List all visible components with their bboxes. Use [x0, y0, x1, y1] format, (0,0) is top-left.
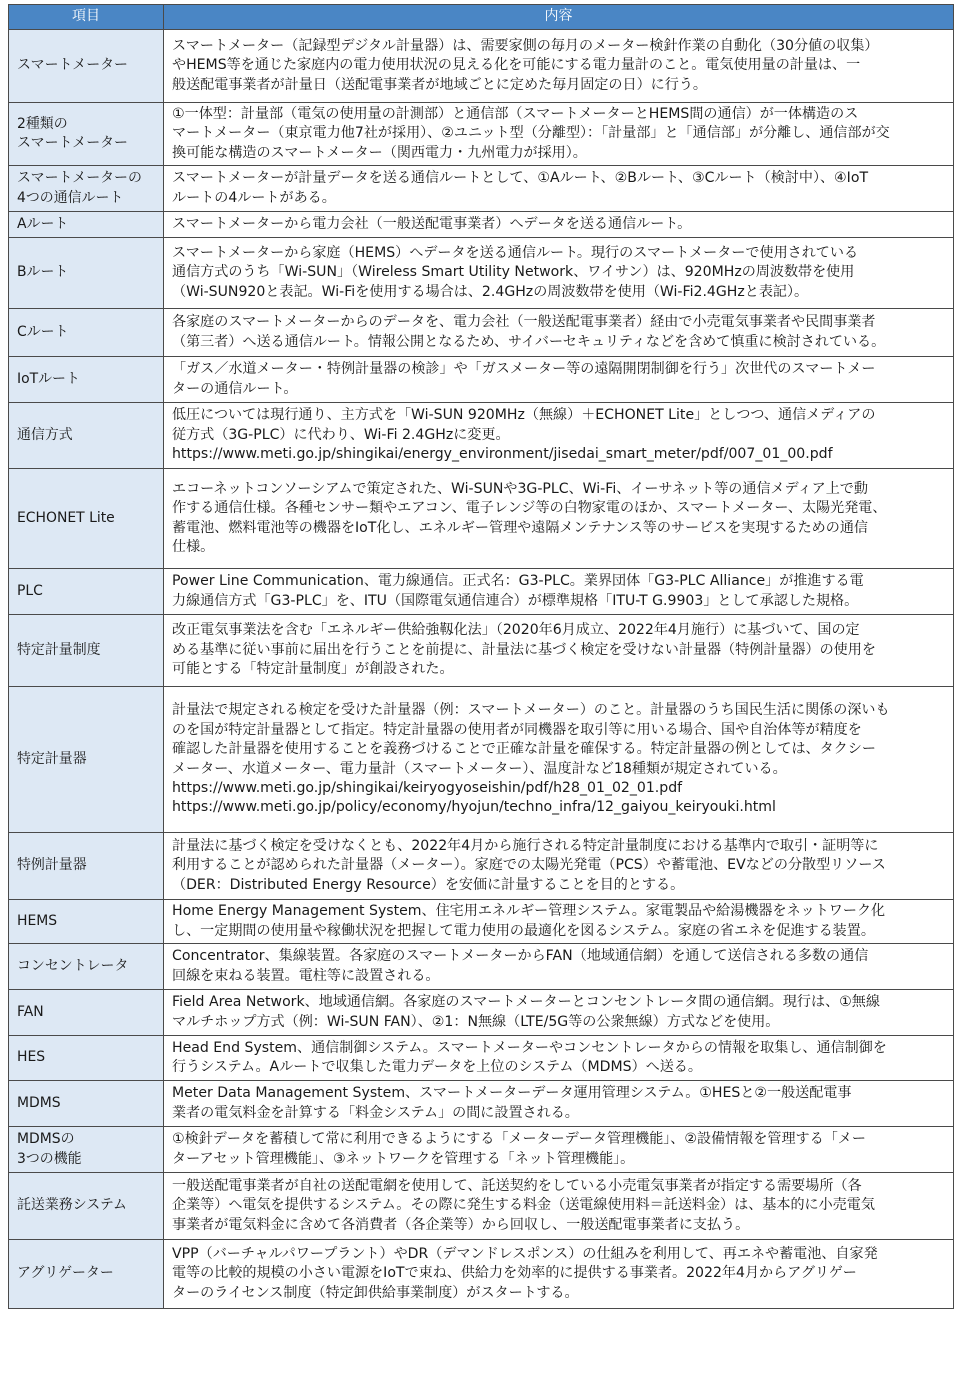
description-line: 行うシステム。Aルートで収集した電力データを上位のシステム（MDMS）へ送る。 — [172, 1059, 702, 1075]
term-cell — [9, 166, 164, 212]
table-row — [9, 469, 954, 569]
description-cell — [164, 1127, 954, 1173]
description-line: Power Line Communication、電力線通信。正式名：G3-PLC。業界団体「G3-PLC Alliance」が推進する電 — [172, 573, 864, 590]
description-cell — [164, 569, 954, 615]
term-cell — [9, 1240, 164, 1309]
table-row — [9, 1036, 954, 1081]
term-line: Bルート — [17, 264, 69, 281]
description-line: 回線を束ねる装置。電柱等に設置される。 — [172, 967, 440, 984]
description-line: 蓄電池、燃料電池等の機器をIoT化し、エネルギー管理や遠隔メンテナンス等のサービスを実現するための通信 — [172, 519, 868, 536]
description-line: Home Energy Management System、住宅用エネルギー管理システム。家電製品や給湯機器をネットワーク化 — [172, 903, 886, 920]
term-cell — [9, 1081, 164, 1127]
reference-url: https://www.meti.go.jp/shingikai/energy_environment/jisedai_smart_meter/pdf/007_01_00.pdf — [172, 446, 833, 463]
term-cell — [9, 357, 164, 403]
header-row — [9, 5, 954, 30]
table-row — [9, 900, 954, 944]
table-row — [9, 403, 954, 469]
description-cell — [164, 103, 954, 166]
reference-url: https://www.meti.go.jp/policy/economy/hyojun/techno_infra/12_gaiyou_keiryouki.html — [172, 799, 776, 816]
term-line: 2種類の — [17, 115, 68, 132]
description-line: Field Area Network、地域通信網。各家庭のスマートメーターとコンセントレータ間の通信網。現行は、①無線 — [172, 994, 880, 1011]
table-row — [9, 309, 954, 357]
term-cell — [9, 944, 164, 990]
description-cell — [164, 990, 954, 1036]
description-line: 利用することが認められた計量器（メーター）。家庭での太陽光発電（PCS）や蓄電池、EVなどの分散型リソース — [172, 857, 886, 874]
term-line: MDMS — [17, 1094, 61, 1111]
description-line: ①一体型：計量部（電気の使用量の計測部）と通信部（スマートメーターとHEMS間の通信）が一体構造のス — [172, 105, 859, 122]
table-row — [9, 212, 954, 238]
description-line: ルートの4ルートがある。 — [172, 189, 336, 206]
table-row — [9, 615, 954, 687]
description-line: VPP（バーチャルパワープラント）やDR（デマンドレスポンス）の仕組みを利用して、再エネや蓄電池、自家発 — [172, 1245, 878, 1262]
description-line: スマートメーターから家庭（HEMS）へデータを送る通信ルート。現行のスマートメーターで使用されている — [172, 244, 859, 261]
term-line: MDMSの — [17, 1131, 75, 1148]
description-cell — [164, 30, 954, 103]
description-line: スマートメーターが計量データを送る通信ルートとして、①Aルート、②Bルート、③Cルート（検討中）、④IoT — [172, 170, 869, 187]
term-line: 3つの機能 — [17, 1150, 82, 1167]
table-row — [9, 166, 954, 212]
description-line: 仕様。 — [172, 538, 215, 555]
term-line: スマートメーター — [17, 135, 128, 151]
description-line: 従方式（3G-PLC）に代わり、Wi-Fi 2.4GHzに変更。 — [172, 426, 510, 443]
term-cell — [9, 833, 164, 900]
term-line: スマートメーター — [17, 57, 128, 74]
description-cell — [164, 615, 954, 687]
term-line: PLC — [17, 582, 43, 599]
description-line: 計量法で規定される検定を受けた計量器（例：スマートメーター）のこと。計量器のうち国民生活に関係の深いも — [172, 702, 890, 719]
description-line: 確認した計量器を使用することを義務づけることで正確な計量を確保する。特定計量器の例としては、タクシー — [172, 741, 876, 758]
description-line: 電等の比較的規模の小さい電源をIoTで束ね、供給力を効率的に提供する事業者。2022年4月からアグリゲー — [172, 1265, 857, 1282]
term-cell — [9, 900, 164, 944]
description-line: Head End System、通信制御システム。スマートメーターやコンセントレータからの情報を取集し、通信制御を — [172, 1039, 887, 1056]
description-line: Meter Data Management System、スマートメーターデータ運用管理システム。①HESと②一般送配電事 — [172, 1085, 852, 1102]
term-cell — [9, 1036, 164, 1081]
term-cell — [9, 30, 164, 103]
description-cell — [164, 403, 954, 469]
description-cell — [164, 1036, 954, 1081]
term-line: Aルート — [17, 215, 69, 232]
table-row — [9, 103, 954, 166]
term-line: Cルート — [17, 323, 69, 340]
description-line: （DER：Distributed Energy Resource）を安価に計量することを目的とする。 — [172, 876, 685, 893]
description-cell — [164, 309, 954, 357]
term-cell — [9, 212, 164, 238]
header-term: 項目 — [9, 5, 164, 30]
term-line: 託送業務システム — [17, 1197, 127, 1214]
description-cell — [164, 687, 954, 833]
term-line: コンセントレータ — [17, 957, 129, 974]
table-row — [9, 944, 954, 990]
description-line: 各家庭のスマートメーターからのデータを、電力会社（一般送配電事業者）経由で小売電気事業者や民間事業者 — [172, 314, 876, 331]
description-line: ターのライセンス制度（特定卸供給事業制度）がスタートする。 — [172, 1284, 579, 1301]
header-content: 内容 — [164, 5, 954, 30]
description-line: ターアセット管理機能」、③ネットワークを管理する「ネット管理機能」。 — [172, 1150, 635, 1167]
table-row — [9, 1127, 954, 1173]
term-line: 4つの通信ルート — [17, 189, 124, 206]
description-cell — [164, 1081, 954, 1127]
description-line: エコーネットコンソーシアムで策定された、Wi-SUNや3G-PLC、Wi-Fi、イーサネット等の通信メディア上で動 — [172, 480, 868, 497]
table-row — [9, 833, 954, 900]
description-line: 企業等）へ電気を提供するシステム。その際に発生する料金（送電線使用料＝託送料金）は、基本的に小売電気 — [172, 1197, 875, 1214]
table-row — [9, 990, 954, 1036]
term-line: アグリゲーター — [17, 1265, 114, 1282]
description-line: （Wi-SUN920と表記。Wi-Fiを使用する場合は、2.4GHzの周波数帯を使用（Wi-Fi2.4GHzと表記）。 — [172, 283, 809, 300]
description-line: 力線通信方式「G3-PLC」を、ITU（国際電気通信連合）が標準規格「ITU-T G.9903」として承認した規格。 — [172, 592, 859, 609]
description-cell — [164, 1173, 954, 1240]
term-cell — [9, 990, 164, 1036]
description-line: やHEMS等を通じた家庭内の電力使用状況の見える化を可能にする電力量計のこと。電気使用量の計量は、一 — [172, 57, 861, 74]
table-row — [9, 569, 954, 615]
table-row — [9, 1173, 954, 1240]
term-cell — [9, 238, 164, 309]
description-line: マルチホップ方式（例：Wi-SUN FAN）、②1：N無線（LTE/5G等の公衆無線）方式などを使用。 — [172, 1013, 780, 1030]
description-line: 「ガス／水道メーター・特例計量器の検診」や「ガスメーター等の遠隔開閉制御を行う」次世代のスマートメー — [172, 361, 876, 378]
description-cell — [164, 1240, 954, 1309]
description-line: 換可能な構造のスマートメーター（関西電力・九州電力が採用）。 — [172, 144, 587, 161]
table-row — [9, 30, 954, 103]
table-row — [9, 1081, 954, 1127]
term-cell — [9, 309, 164, 357]
description-cell — [164, 944, 954, 990]
description-cell — [164, 833, 954, 900]
description-cell — [164, 238, 954, 309]
description-line: し、一定期間の使用量や稼働状況を把握して電力使用の最適化を図るシステム。家庭の省エネを促進する装置。 — [172, 922, 875, 939]
description-line: ターの通信ルート。 — [172, 380, 298, 397]
term-line: 特例計量器 — [17, 857, 87, 874]
description-line: 計量法に基づく検定を受けなくとも、2022年4月から施行される特定計量制度における基準内で取引・証明等に — [172, 837, 879, 854]
description-line: 作する通信仕様。各種センサー類やエアコン、電子レンジ等の白物家電のほか、スマートメーター、太陽光発電、 — [172, 500, 887, 517]
term-cell — [9, 687, 164, 833]
description-line: 可能とする「特定計量制度」が創設された。 — [172, 661, 454, 678]
term-cell — [9, 1173, 164, 1240]
description-cell — [164, 166, 954, 212]
description-line: 事業者が電気料金に含めて各消費者（各企業等）から回収し、一般送配電事業者に支払う。 — [172, 1216, 750, 1233]
table-row — [9, 238, 954, 309]
term-line: 特定計量制度 — [17, 641, 101, 658]
term-cell — [9, 569, 164, 615]
term-line: ECHONET Lite — [17, 509, 115, 526]
description-line: のを国が特定計量器として指定。特定計量器の使用者が同機器を取引等に用いる場合、国や自治体等が精度を — [172, 721, 862, 738]
description-cell — [164, 469, 954, 569]
description-line: （第三者）へ送る通信ルート。情報公開となるため、サイバーセキュリティなどを含めて慎重に検討されている。 — [172, 333, 886, 350]
term-cell — [9, 1127, 164, 1173]
reference-url: https://www.meti.go.jp/shingikai/keiryogyoseishin/pdf/h28_01_02_01.pdf — [172, 779, 683, 796]
description-line: 改正電気事業法を含む「エネルギー供給強靱化法」（2020年6月成立、2022年4月施行）に基づいて、国の定 — [172, 622, 860, 639]
term-cell — [9, 469, 164, 569]
description-line: める基準に従い事前に届出を行うことを前提に、計量法に基づく検定を受けない計量器（特例計量器）の使用を — [172, 641, 876, 658]
term-cell — [9, 103, 164, 166]
description-line: メーター、水道メーター、電力量計（スマートメーター）、温度計など18種類が規定されている。 — [172, 760, 787, 777]
glossary-table — [8, 4, 954, 1309]
table-row — [9, 357, 954, 403]
term-line: IoTルート — [17, 370, 80, 387]
table-row — [9, 1240, 954, 1309]
description-line: 低圧については現行通り、主方式を「Wi-SUN 920MHz（無線）＋ECHONET Lite」としつつ、通信メディアの — [172, 407, 876, 424]
description-line: マートメーター（東京電力他7社が採用）、②ユニット型（分離型）：「計量部」と「通信部」が分離し、通信部が交 — [172, 125, 890, 142]
term-line: 特定計量器 — [17, 750, 87, 767]
table-row — [9, 687, 954, 833]
term-line: HEMS — [17, 912, 58, 929]
term-line: FAN — [17, 1003, 44, 1020]
term-line: スマートメーターの — [17, 170, 142, 187]
description-line: 通信方式のうち「Wi-SUN」（Wireless Smart Utility Network、ワイサン）は、920MHzの周波数帯を使用 — [172, 264, 855, 281]
description-line: 一般送配電事業者が自社の送配電網を使用して、託送契約をしている小売電気事業者が指定する需要場所（各 — [172, 1177, 862, 1194]
description-line: ①検針データを蓄積して常に利用できるようにする「メーターデータ管理機能」、②設備情報を管理する「メー — [172, 1131, 866, 1148]
description-line: スマートメーターから電力会社（一般送配電事業者）へデータを送る通信ルート。 — [172, 215, 692, 232]
description-cell — [164, 212, 954, 238]
description-line: 業者の電気料金を計算する「料金システム」の間に設置される。 — [172, 1104, 579, 1121]
description-line: 般送配電事業者が計量日（送配電事業者が地域ごとに定めた毎月固定の日）に行う。 — [172, 76, 707, 93]
term-cell — [9, 403, 164, 469]
term-line: 通信方式 — [17, 426, 73, 443]
description-cell — [164, 357, 954, 403]
description-line: Concentrator、集線装置。各家庭のスマートメーターからFAN（地域通信網）を通して送信される多数の通信 — [172, 948, 869, 965]
description-line: スマートメーター（記録型デジタル計量器）は、需要家側の毎月のメーター検針作業の自動化（30分値の収集） — [172, 37, 879, 54]
description-cell — [164, 900, 954, 944]
term-cell — [9, 615, 164, 687]
term-line: HES — [17, 1049, 46, 1066]
